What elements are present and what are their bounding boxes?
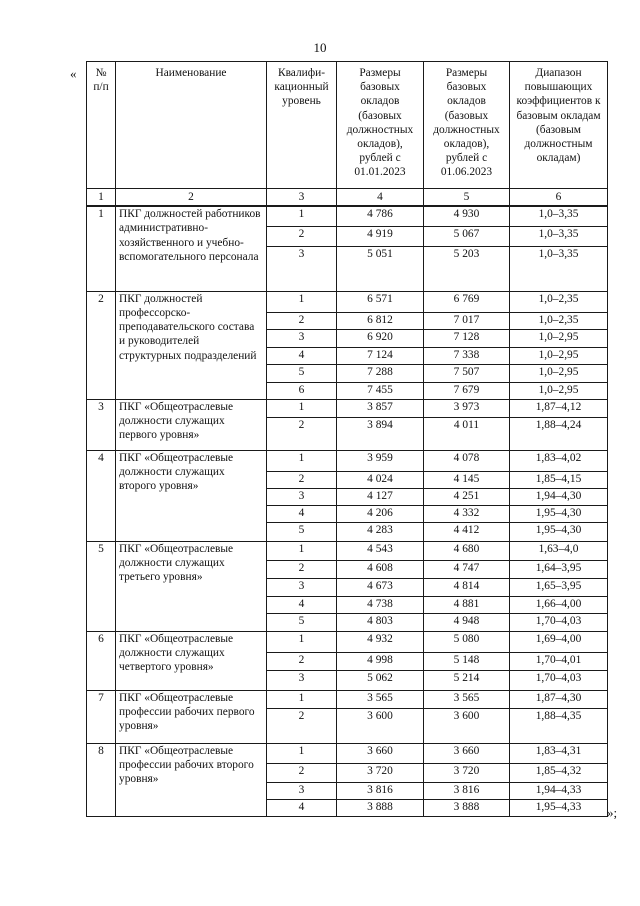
salary-2023-01: 5 062 [337, 670, 424, 690]
opening-quote: « [70, 66, 77, 81]
coefficient-range: 1,0–3,35 [510, 206, 608, 226]
salary-2023-06: 4 881 [424, 596, 510, 613]
salary-2023-06: 3 888 [424, 799, 510, 816]
qualification-level: 1 [267, 631, 337, 652]
salary-2023-06: 3 973 [424, 399, 510, 417]
salary-2023-06: 7 017 [424, 312, 510, 329]
column-number-row [87, 189, 608, 207]
coefficient-range: 1,0–2,95 [510, 364, 608, 382]
salary-2023-01: 5 051 [337, 246, 424, 291]
group-number: 5 [87, 541, 116, 631]
salary-2023-06: 4 011 [424, 417, 510, 450]
salary-2023-06: 3 600 [424, 708, 510, 743]
coefficient-range: 1,94–4,30 [510, 488, 608, 505]
salary-2023-06: 4 145 [424, 471, 510, 488]
salary-2023-01: 4 543 [337, 541, 424, 560]
qualification-level: 2 [267, 417, 337, 450]
salary-2023-06: 7 679 [424, 382, 510, 399]
header-salary-2023-01: Размеры базовых окладов (базовых должностных окладов), рублей с 01.01.2023 [337, 62, 424, 189]
table-row [87, 291, 608, 312]
qualification-level: 3 [267, 670, 337, 690]
qualification-level: 2 [267, 763, 337, 782]
qualification-level: 3 [267, 782, 337, 799]
salary-2023-01: 3 600 [337, 708, 424, 743]
salary-2023-01: 4 919 [337, 226, 424, 246]
coefficient-range: 1,70–4,03 [510, 670, 608, 690]
salary-2023-06: 4 814 [424, 578, 510, 596]
coefficient-range: 1,69–4,00 [510, 631, 608, 652]
salary-2023-06: 7 507 [424, 364, 510, 382]
salary-2023-01: 3 720 [337, 763, 424, 782]
salary-2023-01: 7 288 [337, 364, 424, 382]
coefficient-range: 1,95–4,33 [510, 799, 608, 816]
qualification-level: 4 [267, 347, 337, 364]
coefficient-range: 1,64–3,95 [510, 560, 608, 578]
salary-2023-01: 6 812 [337, 312, 424, 329]
coefficient-range: 1,85–4,32 [510, 763, 608, 782]
salary-2023-01: 4 206 [337, 505, 424, 522]
column-number: 6 [510, 189, 608, 207]
page-number: 10 [313, 40, 327, 55]
group-number: 2 [87, 291, 116, 399]
salary-2023-01: 6 920 [337, 329, 424, 347]
table-row [87, 690, 608, 708]
group-number: 8 [87, 743, 116, 816]
group-name: ПКГ «Общеотраслевые должности служащих третьего уровня» [116, 541, 267, 631]
coefficient-range: 1,70–4,03 [510, 613, 608, 631]
coefficient-range: 1,94–4,33 [510, 782, 608, 799]
coefficient-range: 1,95–4,30 [510, 505, 608, 522]
qualification-level: 2 [267, 226, 337, 246]
group-number: 6 [87, 631, 116, 690]
salary-2023-06: 4 680 [424, 541, 510, 560]
salary-2023-01: 4 673 [337, 578, 424, 596]
salary-2023-06: 5 203 [424, 246, 510, 291]
qualification-level: 1 [267, 206, 337, 226]
qualification-level: 3 [267, 246, 337, 291]
qualification-level: 6 [267, 382, 337, 399]
salary-2023-01: 3 660 [337, 743, 424, 763]
salary-2023-01: 3 888 [337, 799, 424, 816]
group-name: ПКГ «Общеотраслевые должности служащих четвертого уровня» [116, 631, 267, 690]
qualification-level: 4 [267, 505, 337, 522]
salary-2023-06: 4 078 [424, 450, 510, 471]
coefficient-range: 1,87–4,12 [510, 399, 608, 417]
salary-2023-01: 4 803 [337, 613, 424, 631]
coefficient-range: 1,0–2,95 [510, 382, 608, 399]
salary-table [86, 61, 608, 817]
qualification-level: 3 [267, 488, 337, 505]
group-number: 4 [87, 450, 116, 541]
salary-2023-01: 3 816 [337, 782, 424, 799]
group-name: ПКГ должностей работников административно-хозяйственного и учебно-вспомогательного персонала [116, 206, 267, 291]
coefficient-range: 1,0–2,95 [510, 347, 608, 364]
salary-2023-01: 6 571 [337, 291, 424, 312]
salary-2023-01: 4 024 [337, 471, 424, 488]
group-name: ПКГ «Общеотраслевые должности служащих второго уровня» [116, 450, 267, 541]
qualification-level: 5 [267, 613, 337, 631]
coefficient-range: 1,88–4,35 [510, 708, 608, 743]
salary-2023-01: 7 124 [337, 347, 424, 364]
coefficient-range: 1,0–2,35 [510, 312, 608, 329]
table-row [87, 399, 608, 417]
salary-2023-06: 5 214 [424, 670, 510, 690]
salary-2023-06: 5 148 [424, 652, 510, 670]
qualification-level: 2 [267, 312, 337, 329]
coefficient-range: 1,87–4,30 [510, 690, 608, 708]
table-row [87, 541, 608, 560]
qualification-level: 4 [267, 596, 337, 613]
salary-2023-01: 3 894 [337, 417, 424, 450]
coefficient-range: 1,88–4,24 [510, 417, 608, 450]
salary-2023-01: 4 738 [337, 596, 424, 613]
group-name: ПКГ «Общеотраслевые должности служащих первого уровня» [116, 399, 267, 450]
column-number: 5 [424, 189, 510, 207]
salary-2023-01: 4 932 [337, 631, 424, 652]
coefficient-range: 1,0–3,35 [510, 246, 608, 291]
salary-2023-06: 4 948 [424, 613, 510, 631]
salary-2023-06: 4 747 [424, 560, 510, 578]
salary-2023-06: 3 720 [424, 763, 510, 782]
salary-2023-06: 3 565 [424, 690, 510, 708]
qualification-level: 1 [267, 690, 337, 708]
qualification-level: 1 [267, 399, 337, 417]
coefficient-range: 1,63–4,0 [510, 541, 608, 560]
table-header-row [87, 62, 608, 189]
salary-2023-06: 7 338 [424, 347, 510, 364]
coefficient-range: 1,83–4,31 [510, 743, 608, 763]
salary-2023-06: 4 412 [424, 522, 510, 541]
column-number: 3 [267, 189, 337, 207]
salary-2023-01: 4 786 [337, 206, 424, 226]
salary-2023-06: 7 128 [424, 329, 510, 347]
qualification-level: 2 [267, 560, 337, 578]
qualification-level: 3 [267, 329, 337, 347]
salary-2023-06: 4 930 [424, 206, 510, 226]
qualification-level: 2 [267, 708, 337, 743]
coefficient-range: 1,66–4,00 [510, 596, 608, 613]
salary-2023-01: 3 959 [337, 450, 424, 471]
group-number: 3 [87, 399, 116, 450]
table-row [87, 631, 608, 652]
coefficient-range: 1,0–2,95 [510, 329, 608, 347]
qualification-level: 5 [267, 364, 337, 382]
salary-2023-01: 3 857 [337, 399, 424, 417]
qualification-level: 5 [267, 522, 337, 541]
salary-2023-01: 4 608 [337, 560, 424, 578]
qualification-level: 1 [267, 541, 337, 560]
group-name: ПКГ должностей профессорско-преподавательского состава и руководителей структурных подразделений [116, 291, 267, 399]
coefficient-range: 1,0–3,35 [510, 226, 608, 246]
salary-2023-01: 4 283 [337, 522, 424, 541]
qualification-level: 2 [267, 652, 337, 670]
qualification-level: 1 [267, 743, 337, 763]
group-name: ПКГ «Общеотраслевые профессии рабочих первого уровня» [116, 690, 267, 743]
coefficient-range: 1,65–3,95 [510, 578, 608, 596]
salary-2023-01: 4 127 [337, 488, 424, 505]
qualification-level: 1 [267, 291, 337, 312]
coefficient-range: 1,95–4,30 [510, 522, 608, 541]
table-row [87, 743, 608, 763]
header-coefficient: Диапазон повышающих коэффициентов к базовым окладам (базовым должностным окладам) [510, 62, 608, 189]
coefficient-range: 1,83–4,02 [510, 450, 608, 471]
salary-2023-06: 3 816 [424, 782, 510, 799]
group-name: ПКГ «Общеотраслевые профессии рабочих второго уровня» [116, 743, 267, 816]
table-row [87, 450, 608, 471]
qualification-level: 3 [267, 578, 337, 596]
coefficient-range: 1,70–4,01 [510, 652, 608, 670]
salary-2023-06: 6 769 [424, 291, 510, 312]
header-level: Квалифи-кационный уровень [267, 62, 337, 189]
coefficient-range: 1,85–4,15 [510, 471, 608, 488]
qualification-level: 2 [267, 471, 337, 488]
salary-2023-06: 4 251 [424, 488, 510, 505]
salary-2023-01: 4 998 [337, 652, 424, 670]
header-name: Наименование [116, 62, 267, 189]
table-row [87, 206, 608, 226]
salary-2023-06: 5 080 [424, 631, 510, 652]
salary-2023-01: 3 565 [337, 690, 424, 708]
qualification-level: 4 [267, 799, 337, 816]
table-body [87, 206, 608, 816]
salary-2023-06: 5 067 [424, 226, 510, 246]
salary-2023-01: 7 455 [337, 382, 424, 399]
column-number: 1 [87, 189, 116, 207]
header-salary-2023-06: Размеры базовых окладов (базовых должностных окладов), рублей с 01.06.2023 [424, 62, 510, 189]
qualification-level: 1 [267, 450, 337, 471]
group-number: 1 [87, 206, 116, 291]
closing-quote: »; [607, 805, 618, 820]
column-number: 2 [116, 189, 267, 207]
header-num: № п/п [87, 62, 116, 189]
coefficient-range: 1,0–2,35 [510, 291, 608, 312]
group-number: 7 [87, 690, 116, 743]
salary-2023-06: 4 332 [424, 505, 510, 522]
column-number: 4 [337, 189, 424, 207]
salary-2023-06: 3 660 [424, 743, 510, 763]
